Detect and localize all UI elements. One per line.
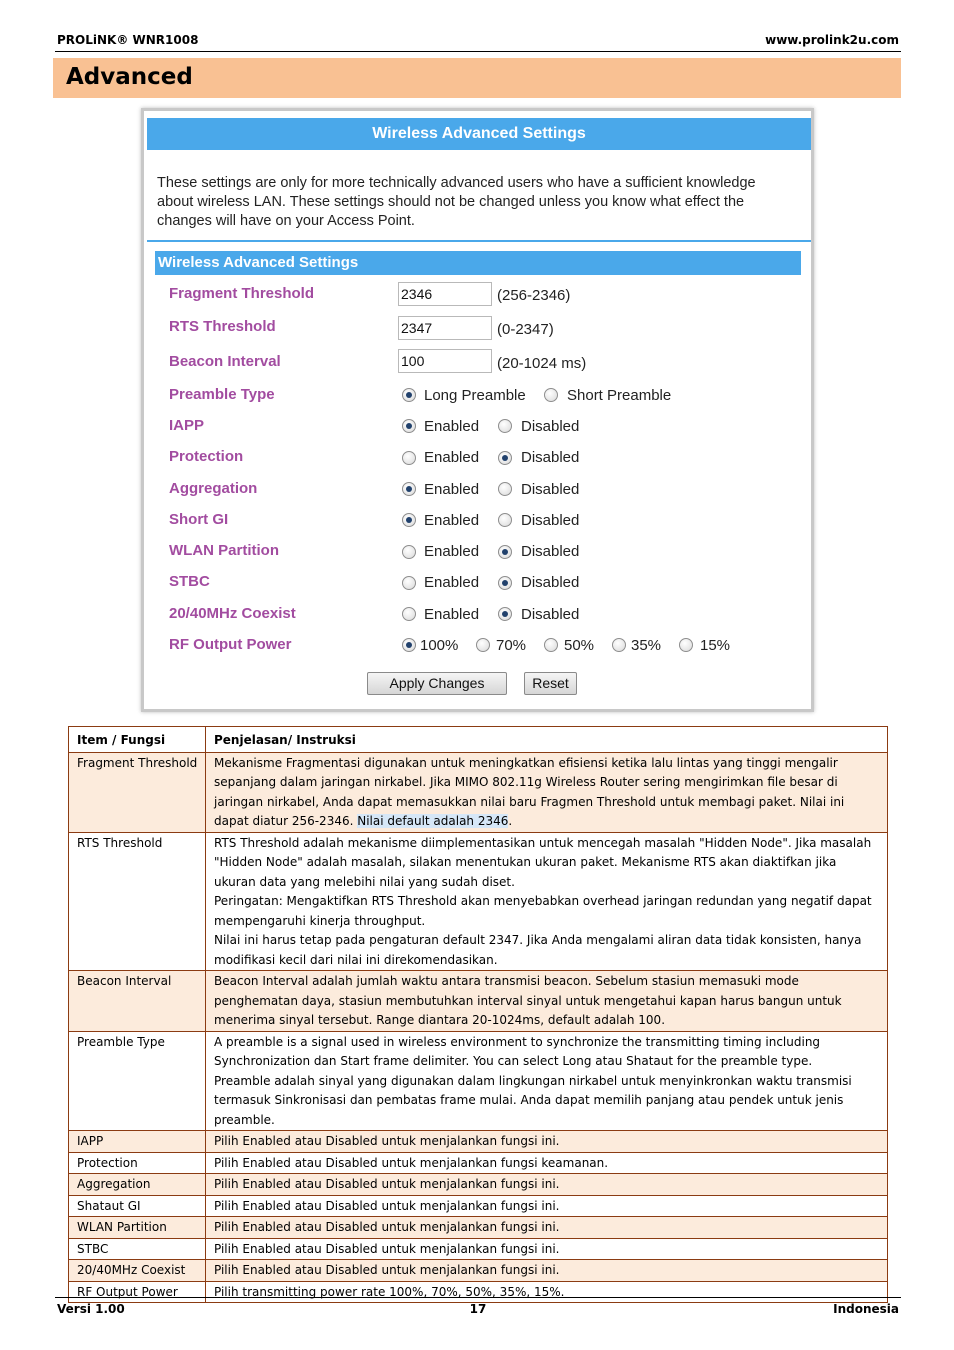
table-row	[69, 1174, 888, 1196]
row-item: RF Output Power	[69, 1281, 206, 1303]
rf-output-power-label: RF Output Power	[169, 636, 292, 653]
rf-power-70-label: 70%	[496, 637, 527, 654]
description-text: Mekanisme Fragmentasi digunakan untuk meningkatkan efisiensi ketika lalu lintas yang tinggi mengalir sepanjang dalam jaringan nirkabel. Jika MIMO 802.11g Wireless Router sering mengirimkan file besar di jaringan nirkabel, Anda dapat memasukkan nilai baru Fragmen Threshold untuk membagi paket. Nilai ini dapat diatur 256-2346.	[214, 755, 845, 828]
fragment-threshold-range: (256-2346)	[497, 287, 571, 304]
stbc-label: STBC	[169, 573, 210, 590]
coexist-enabled-radio[interactable]	[402, 607, 416, 621]
protection-disabled-label: Disabled	[521, 449, 580, 466]
row-item: Aggregation	[69, 1174, 206, 1196]
rf-power-15-label: 15%	[700, 637, 731, 654]
version: Versi 1.00	[57, 1302, 125, 1316]
protection-enabled-label: Enabled	[424, 449, 480, 466]
row-description: Pilih Enabled atau Disabled untuk menjalankan fungsi ini.	[206, 1238, 888, 1260]
rf-power-35-label: 35%	[631, 637, 662, 654]
table-row	[69, 1031, 888, 1131]
description-line: These settings are only for more technically advanced users who have a sufficient knowledge	[157, 175, 756, 191]
wlan-partition-label: WLAN Partition	[169, 542, 279, 559]
short-gi-enabled-label: Enabled	[424, 512, 480, 529]
short-preamble-label: Short Preamble	[567, 387, 672, 404]
row-description: Pilih Enabled atau Disabled untuk menjalankan fungsi ini.	[206, 1217, 888, 1239]
aggregation-enabled-radio[interactable]	[402, 482, 416, 496]
aggregation-enabled-label: Enabled	[424, 481, 480, 498]
table-row	[69, 1131, 888, 1153]
highlighted-text: Nilai default adalah 2346	[357, 814, 509, 828]
rf-power-50-radio[interactable]	[544, 638, 558, 652]
table-row	[69, 1260, 888, 1282]
product-name: PROLiNK® WNR1008	[57, 33, 199, 47]
rts-threshold-label: RTS Threshold	[169, 318, 276, 335]
row-description	[206, 832, 888, 971]
row-item: Preamble Type	[69, 1031, 206, 1131]
short-gi-label: Short GI	[169, 511, 229, 528]
coexist-label: 20/40MHz Coexist	[169, 605, 296, 622]
rts-threshold-input[interactable]	[398, 316, 492, 340]
description-line: changes will have on your Access Point.	[157, 213, 415, 229]
protection-enabled-radio[interactable]	[402, 451, 416, 465]
language: Indonesia	[833, 1302, 899, 1316]
short-gi-disabled-radio[interactable]	[498, 513, 512, 527]
page-number: 17	[469, 1302, 487, 1316]
long-preamble-radio[interactable]	[402, 388, 416, 402]
row-item: Beacon Interval	[69, 971, 206, 1032]
table-row	[69, 1195, 888, 1217]
rf-power-50-label: 50%	[564, 637, 595, 654]
rf-power-35-radio[interactable]	[612, 638, 626, 652]
column-header: Item / Fungsi	[69, 727, 206, 753]
coexist-enabled-label: Enabled	[424, 606, 480, 623]
coexist-disabled-label: Disabled	[521, 606, 580, 623]
short-preamble-radio[interactable]	[544, 388, 558, 402]
row-description: Pilih Enabled atau Disabled untuk menjalankan fungsi ini.	[206, 1195, 888, 1217]
page-header	[55, 32, 901, 52]
table-row	[69, 752, 888, 832]
description-paragraph: A preamble is a signal used in wireless environment to synchronize the transmitting timing including Synchronization dan Start frame delimiter. You can select Long atau Shataut for the preamble type.	[214, 1034, 821, 1068]
section-title: Advanced	[66, 64, 193, 90]
short-gi-enabled-radio[interactable]	[402, 513, 416, 527]
screenshot-description	[157, 174, 797, 231]
beacon-interval-label: Beacon Interval	[169, 353, 281, 370]
table-header-row	[69, 727, 888, 753]
iapp-enabled-radio[interactable]	[402, 419, 416, 433]
reset-button[interactable]: Reset	[524, 672, 577, 695]
stbc-enabled-radio[interactable]	[402, 576, 416, 590]
table-row	[69, 1152, 888, 1174]
fragment-threshold-input[interactable]	[398, 282, 492, 306]
beacon-interval-range: (20-1024 ms)	[497, 355, 587, 372]
aggregation-disabled-radio[interactable]	[498, 482, 512, 496]
description-end: .	[508, 814, 513, 828]
rts-threshold-range: (0-2347)	[497, 321, 554, 338]
table-row	[69, 832, 888, 971]
divider	[147, 240, 811, 242]
rf-power-100-label: 100%	[420, 637, 459, 654]
screenshot-title: Wireless Advanced Settings	[147, 118, 811, 150]
rf-power-70-radio[interactable]	[476, 638, 490, 652]
settings-table	[68, 726, 888, 1303]
row-item: STBC	[69, 1238, 206, 1260]
row-item: RTS Threshold	[69, 832, 206, 971]
table-row	[69, 1217, 888, 1239]
row-item: Protection	[69, 1152, 206, 1174]
short-gi-disabled-label: Disabled	[521, 512, 580, 529]
rf-power-15-radio[interactable]	[679, 638, 693, 652]
section-heading	[53, 58, 901, 98]
row-description	[206, 752, 888, 832]
iapp-disabled-radio[interactable]	[498, 419, 512, 433]
row-item: WLAN Partition	[69, 1217, 206, 1239]
iapp-enabled-label: Enabled	[424, 418, 480, 435]
description-paragraph: RTS Threshold adalah mekanisme diimplementasikan untuk mencegah masalah "Hidden Node". Jika masalah "Hidden Node" adalah masalah, silakan menentukan ukuran paket. Mekanisme RTS akan diaktifkan jika ukuran data yang melebihi nilai yang sudah diset.	[214, 835, 872, 889]
row-description: Beacon Interval adalah jumlah waktu antara transmisi beacon. Sebelum stasiun memasuki mode penghematan daya, stasiun membutuhkan interval sinyal untuk mengetahui kapan harus bangun untuk menerima sinyal tersebut. Range diantara 20-1024ms, default adalah 100.	[206, 971, 888, 1032]
description-paragraph: Peringatan: Mengaktifkan RTS Threshold akan menyebabkan overhead jaringan redundan yang negatif dapat mempengaruhi kinerja throughput.	[214, 894, 872, 928]
apply-changes-button[interactable]: Apply Changes	[367, 672, 507, 695]
beacon-interval-input[interactable]	[398, 349, 492, 373]
protection-disabled-radio[interactable]	[498, 451, 512, 465]
table-row	[69, 1238, 888, 1260]
row-description: Pilih Enabled atau Disabled untuk menjalankan fungsi ini.	[206, 1174, 888, 1196]
description-paragraph: Nilai ini harus tetap pada pengaturan default 2347. Jika Anda mengalami aliran data tidak konsisten, hanya modifikasi kecil dari nilai ini direkomendasikan.	[214, 933, 862, 967]
row-description: Pilih Enabled atau Disabled untuk menjalankan fungsi ini.	[206, 1131, 888, 1153]
iapp-label: IAPP	[169, 417, 205, 434]
aggregation-label: Aggregation	[169, 480, 258, 497]
description-line: about wireless LAN. These settings should not be changed unless you know what effect the	[157, 194, 745, 210]
column-header: Penjelasan/ Instruksi	[206, 727, 888, 753]
settings-subtitle: Wireless Advanced Settings	[155, 251, 801, 275]
aggregation-disabled-label: Disabled	[521, 481, 580, 498]
row-description: Pilih Enabled atau Disabled untuk menjalankan fungsi ini.	[206, 1260, 888, 1282]
iapp-disabled-label: Disabled	[521, 418, 580, 435]
row-item: Shataut GI	[69, 1195, 206, 1217]
wlan-partition-disabled-radio[interactable]	[498, 545, 512, 559]
row-description: Pilih Enabled atau Disabled untuk menjalankan fungsi keamanan.	[206, 1152, 888, 1174]
row-item: 20/40MHz Coexist	[69, 1260, 206, 1282]
website-url: www.prolink2u.com	[765, 33, 899, 47]
rf-power-100-radio[interactable]	[402, 638, 416, 652]
row-description: Pilih transmitting power rate 100%, 70%, 50%, 35%, 15%.	[206, 1281, 888, 1303]
wlan-partition-enabled-label: Enabled	[424, 543, 480, 560]
wlan-partition-disabled-label: Disabled	[521, 543, 580, 560]
router-screenshot	[141, 108, 814, 712]
stbc-disabled-radio[interactable]	[498, 576, 512, 590]
row-item: Fragment Threshold	[69, 752, 206, 832]
coexist-disabled-radio[interactable]	[498, 607, 512, 621]
wlan-partition-enabled-radio[interactable]	[402, 545, 416, 559]
preamble-type-label: Preamble Type	[169, 386, 275, 403]
table-row	[69, 971, 888, 1032]
stbc-enabled-label: Enabled	[424, 574, 480, 591]
protection-label: Protection	[169, 448, 244, 465]
page-footer	[55, 1297, 901, 1319]
long-preamble-label: Long Preamble	[424, 387, 526, 404]
stbc-disabled-label: Disabled	[521, 574, 580, 591]
row-description	[206, 1031, 888, 1131]
row-item: IAPP	[69, 1131, 206, 1153]
description-paragraph: Preamble adalah sinyal yang digunakan dalam lingkungan nirkabel untuk menyinkronkan waktu transmisi termasuk Sinkronisasi dan pembatas frame mulai. Anda dapat memilih panjang atau pendek untuk jenis preamble.	[214, 1073, 852, 1127]
fragment-threshold-label: Fragment Threshold	[169, 285, 315, 302]
